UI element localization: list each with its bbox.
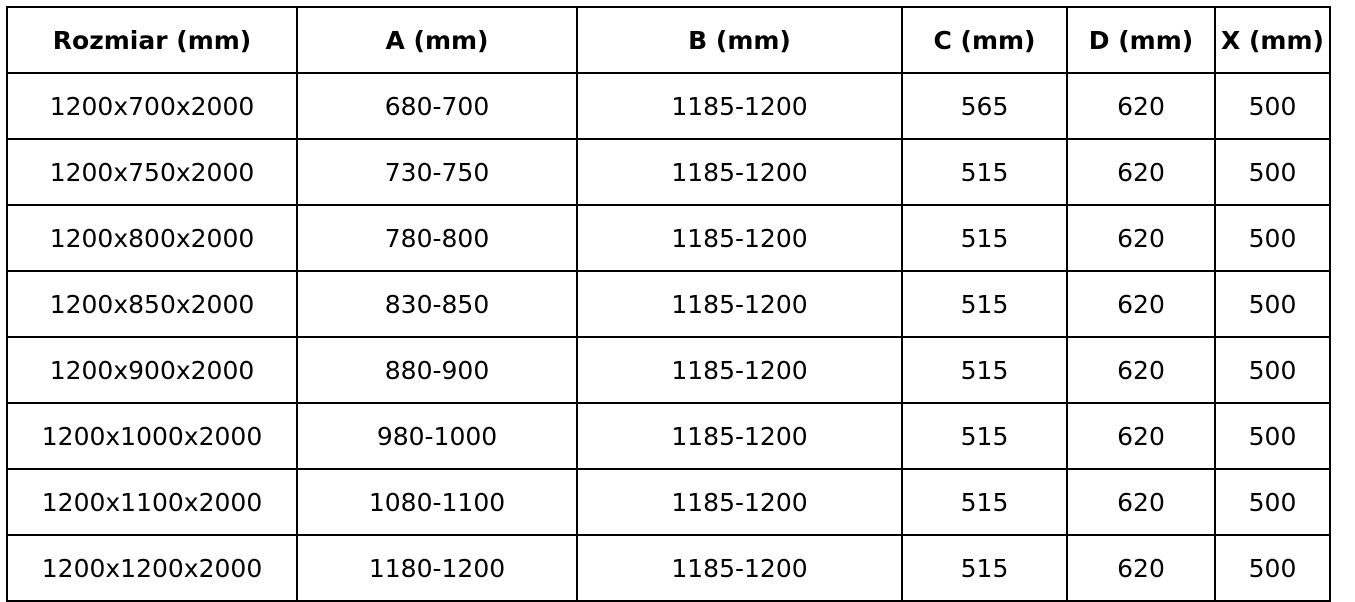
- cell-d: 620: [1067, 535, 1215, 601]
- table-row: [7, 271, 1330, 337]
- cell-c: 515: [902, 535, 1067, 601]
- cell-rozmiar: 1200x900x2000: [7, 337, 297, 403]
- cell-d: 620: [1067, 205, 1215, 271]
- cell-b: 1185-1200: [577, 535, 902, 601]
- cell-c: 515: [902, 337, 1067, 403]
- cell-x: 500: [1215, 73, 1330, 139]
- column-header-a: A (mm): [297, 7, 577, 73]
- cell-a: 880-900: [297, 337, 577, 403]
- cell-b: 1185-1200: [577, 469, 902, 535]
- cell-d: 620: [1067, 403, 1215, 469]
- cell-c: 515: [902, 469, 1067, 535]
- cell-c: 515: [902, 403, 1067, 469]
- column-header-c: C (mm): [902, 7, 1067, 73]
- cell-b: 1185-1200: [577, 337, 902, 403]
- table-row: [7, 535, 1330, 601]
- table-header-row: [7, 7, 1330, 73]
- cell-d: 620: [1067, 337, 1215, 403]
- cell-c: 515: [902, 139, 1067, 205]
- cell-x: 500: [1215, 469, 1330, 535]
- cell-a: 680-700: [297, 73, 577, 139]
- table-row: [7, 139, 1330, 205]
- column-header-rozmiar: Rozmiar (mm): [7, 7, 297, 73]
- table-row: [7, 205, 1330, 271]
- cell-rozmiar: 1200x700x2000: [7, 73, 297, 139]
- cell-rozmiar: 1200x1200x2000: [7, 535, 297, 601]
- cell-x: 500: [1215, 205, 1330, 271]
- table-row: [7, 337, 1330, 403]
- cell-a: 780-800: [297, 205, 577, 271]
- cell-a: 1180-1200: [297, 535, 577, 601]
- cell-b: 1185-1200: [577, 271, 902, 337]
- cell-rozmiar: 1200x850x2000: [7, 271, 297, 337]
- cell-x: 500: [1215, 535, 1330, 601]
- column-header-d: D (mm): [1067, 7, 1215, 73]
- cell-rozmiar: 1200x750x2000: [7, 139, 297, 205]
- size-table-container: [0, 6, 1355, 597]
- cell-rozmiar: 1200x1100x2000: [7, 469, 297, 535]
- cell-d: 620: [1067, 271, 1215, 337]
- cell-x: 500: [1215, 337, 1330, 403]
- cell-b: 1185-1200: [577, 73, 902, 139]
- cell-d: 620: [1067, 73, 1215, 139]
- table-header: [7, 7, 1330, 73]
- cell-d: 620: [1067, 139, 1215, 205]
- cell-a: 830-850: [297, 271, 577, 337]
- column-header-b: B (mm): [577, 7, 902, 73]
- column-header-x: X (mm): [1215, 7, 1330, 73]
- cell-d: 620: [1067, 469, 1215, 535]
- cell-x: 500: [1215, 139, 1330, 205]
- cell-b: 1185-1200: [577, 403, 902, 469]
- cell-a: 1080-1100: [297, 469, 577, 535]
- cell-rozmiar: 1200x800x2000: [7, 205, 297, 271]
- dimensions-table: [6, 6, 1331, 602]
- cell-c: 515: [902, 205, 1067, 271]
- table-body: [7, 73, 1330, 601]
- cell-a: 980-1000: [297, 403, 577, 469]
- table-row: [7, 73, 1330, 139]
- cell-b: 1185-1200: [577, 205, 902, 271]
- cell-c: 515: [902, 271, 1067, 337]
- cell-a: 730-750: [297, 139, 577, 205]
- cell-c: 565: [902, 73, 1067, 139]
- cell-x: 500: [1215, 271, 1330, 337]
- cell-b: 1185-1200: [577, 139, 902, 205]
- table-row: [7, 403, 1330, 469]
- cell-rozmiar: 1200x1000x2000: [7, 403, 297, 469]
- table-row: [7, 469, 1330, 535]
- cell-x: 500: [1215, 403, 1330, 469]
